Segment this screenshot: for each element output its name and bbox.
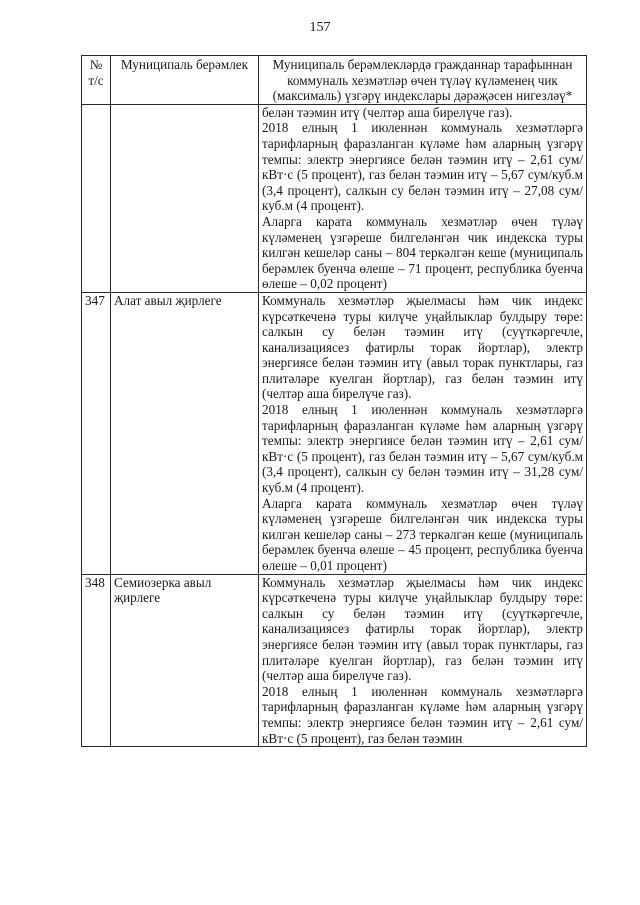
- tariff-index-table: [81, 55, 587, 747]
- paragraph: Аларга карата коммуналь хезмәтләр өчен түләү күләменең үзгәреше билгеләнгән чик индекска туры килгән кешеләр саны – 804 теркәлгән кеше (муниципаль берәмлек буенча өлеше – 71 процент, республика буенча өлеше – 0,02 процент): [262, 213, 583, 292]
- paragraph: Аларга карата коммуналь хезмәтләр өчен түләү күләменең үзгәреше билгеләнгән чик индекска туры килгән кешеләр саны – 273 теркәлгән кеше (муниципаль берәмлек буенча өлеше – 45 процент, республика буенча өлеше – 0,01 процент): [262, 495, 583, 573]
- table-header-row: [82, 56, 587, 105]
- row-number: 348: [82, 574, 111, 747]
- municipality-name: Алат авыл җирлеге: [111, 292, 259, 574]
- municipality-name: Семиозерка авыл җирлеге: [111, 574, 259, 747]
- municipality-name: [111, 104, 259, 292]
- page-number: 157: [309, 20, 331, 35]
- paragraph: белән тәэмин итү (челтәр аша бирелүче газ).: [262, 104, 513, 120]
- row-number: [82, 104, 111, 292]
- paragraph: 2018 елның 1 июленнән коммуналь хезмәтләргә тарифларның фаразланган күләме һәм аларның үзгәрү темпы: электр энергиясе белән тәэмин итү – 2,61 сум/кВт·с (5 процент), газ белән тәэмин: [262, 683, 583, 746]
- header-justification: Муниципаль берәмлекләрдә гражданнар тарафыннан коммуналь хезмәтләр өчен түләү күләменең чик (максималь) үзгәрү индекслары дәрәҗәсен нигезләү*: [259, 56, 587, 105]
- paragraph: Коммуналь хезмәтләр җыелмасы һәм чик индекс күрсәткеченә туры килүче уңайлыклар булдыру төре: салкын су белән тәэмин итү (суүткәргечле, канализациясез фатирлы торак йортлар), электр энергиясе белән тәэмин итү (авыл торак пунктлары, газ плитәләре куелган йортлар), газ белән тәэмин итү (челтәр аша бирелүче газ).: [262, 292, 583, 402]
- table-row: [82, 104, 587, 292]
- header-number: № т/с: [82, 56, 111, 105]
- table-row: [82, 292, 587, 574]
- paragraph: Коммуналь хезмәтләр җыелмасы һәм чик индекс күрсәткеченә туры килүче уңайлыклар булдыру төре: салкын су белән тәэмин итү (суүткәргечле, канализациясез фатирлы торак йортлар), электр энергиясе белән тәэмин итү (авыл торак пунктлары, газ плитәләре куелган йортлар), газ белән тәэмин итү (челтәр аша бирелүче газ).: [262, 574, 583, 684]
- header-municipality: Муниципаль берәмлек: [111, 56, 259, 105]
- justification-cell: [259, 574, 587, 747]
- justification-cell: [259, 104, 587, 292]
- row-number: 347: [82, 292, 111, 574]
- table-row: [82, 574, 587, 747]
- paragraph: 2018 елның 1 июленнән коммуналь хезмәтләргә тарифларның фаразланган күләме һәм аларның үзгәрү темпы: электр энергиясе белән тәэмин итү – 2,61 сум/кВт·с (5 процент), газ белән тәэмин итү – 5,67 сум/куб.м (3,4 процент), салкын су белән тәэмин итү – 31,28 сум/куб.м (4 процент).: [262, 402, 583, 496]
- paragraph: 2018 елның 1 июленнән коммуналь хезмәтләргә тарифларның фаразланган күләме һәм аларның үзгәрү темпы: электр энергиясе белән тәэмин итү – 2,61 сум/кВт·с (5 процент), газ белән тәэмин итү – 5,67 сум/куб.м (3,4 процент), салкын су белән тәэмин итү – 27,08 сум/куб.м (4 процент).: [262, 120, 583, 214]
- justification-cell: [259, 292, 587, 574]
